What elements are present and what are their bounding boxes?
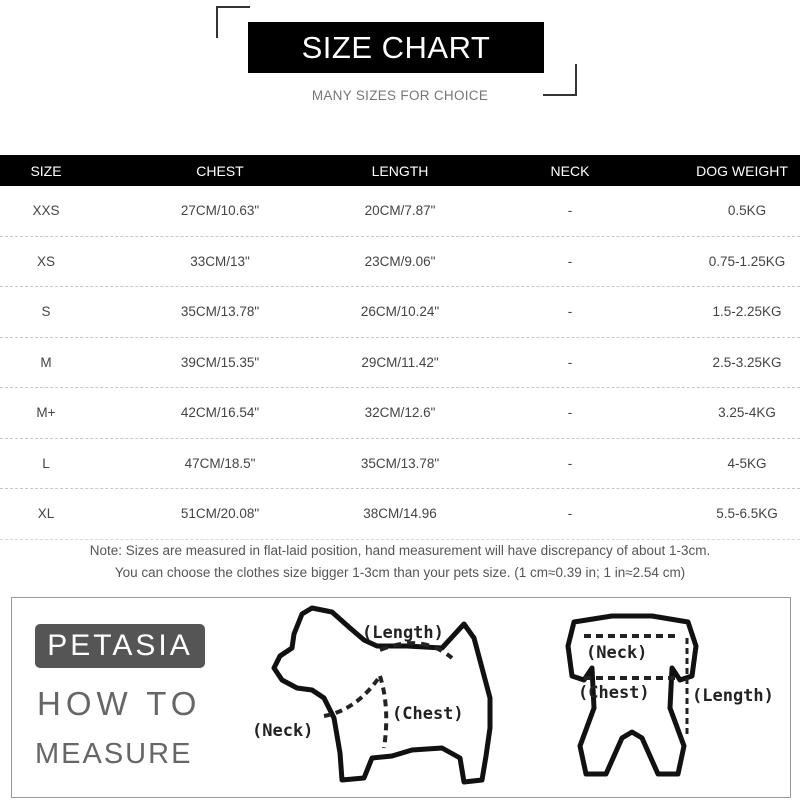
- cell-neck: -: [567, 203, 573, 219]
- garment-chest-label: (Chest): [578, 683, 650, 703]
- cell-dog-weight: 0.5KG: [727, 203, 767, 219]
- garment-neck-label: (Neck): [586, 643, 648, 663]
- cell-length: 26CM/10.24": [360, 304, 440, 320]
- cell-dog-weight: 3.25-4KG: [718, 405, 776, 421]
- page-subtitle: MANY SIZES FOR CHOICE: [311, 88, 489, 103]
- page-title: SIZE CHART: [248, 22, 544, 73]
- garment-length-label: (Length): [692, 686, 774, 706]
- measurement-diagram: [12, 598, 790, 797]
- cell-chest: 33CM/13": [190, 253, 250, 269]
- cell-neck: -: [567, 506, 573, 522]
- dog-length-label: (Length): [362, 623, 444, 643]
- dog-chest-label: (Chest): [392, 704, 464, 724]
- cell-chest: 39CM/15.35": [180, 354, 260, 370]
- table-row: [0, 338, 800, 389]
- dog-chest-line: [380, 676, 386, 748]
- cell-chest: 51CM/20.08": [180, 506, 260, 522]
- cell-neck: -: [567, 405, 573, 421]
- note-line-1: Note: Sizes are measured in flat-laid position, hand measurement will have discrepancy of about 1-3cm.: [89, 543, 711, 558]
- how-to-heading: HOW TO: [37, 685, 202, 722]
- cell-chest: 27CM/10.63": [180, 203, 260, 219]
- table-row: [0, 489, 800, 540]
- cell-neck: -: [567, 354, 573, 370]
- cell-chest: 35CM/13.78": [180, 304, 260, 320]
- table-row: [0, 287, 800, 338]
- cell-length: 29CM/11.42": [361, 354, 439, 370]
- cell-length: 38CM/14.96: [363, 506, 437, 522]
- how-to-measure-panel: [11, 597, 791, 798]
- column-header-length: LENGTH: [371, 162, 429, 179]
- column-header-neck: NECK: [550, 162, 590, 179]
- cell-size: L: [42, 455, 50, 471]
- cell-size: M: [40, 354, 52, 370]
- dog-neck-label: (Neck): [252, 721, 314, 741]
- measure-heading: MEASURE: [35, 738, 193, 770]
- column-header-dog-weight: DOG WEIGHT: [696, 162, 788, 179]
- cell-size: XL: [37, 506, 55, 522]
- cell-chest: 42CM/16.54": [180, 405, 260, 421]
- table-row: [0, 186, 800, 237]
- column-header-size: SIZE: [30, 162, 62, 179]
- cell-dog-weight: 5.5-6.5KG: [716, 506, 778, 522]
- cell-length: 20CM/7.87": [364, 203, 436, 219]
- cell-neck: -: [567, 253, 573, 269]
- size-table-body: [0, 186, 800, 540]
- cell-size: S: [41, 304, 51, 320]
- cell-dog-weight: 1.5-2.25KG: [712, 304, 782, 320]
- table-row: [0, 388, 800, 439]
- cell-length: 23CM/9.06": [364, 253, 436, 269]
- cell-chest: 47CM/18.5": [184, 455, 256, 471]
- cell-neck: -: [567, 455, 573, 471]
- measurement-note: [0, 540, 800, 584]
- cell-size: XXS: [32, 203, 60, 219]
- cell-dog-weight: 0.75-1.25KG: [708, 253, 786, 269]
- note-line-2: You can choose the clothes size bigger 1-3cm than your pets size. (1 cm≈0.39 in; 1 in≈2.54 cm): [114, 565, 686, 580]
- cell-length: 35CM/13.78": [360, 455, 440, 471]
- table-row: [0, 439, 800, 490]
- cell-dog-weight: 4-5KG: [727, 455, 767, 471]
- cell-neck: -: [567, 304, 573, 320]
- brand-badge: PETASIA: [35, 624, 205, 668]
- table-row: [0, 237, 800, 288]
- cell-dog-weight: 2.5-3.25KG: [712, 354, 782, 370]
- size-table-header: [0, 155, 800, 186]
- corner-bracket-top-left: [216, 6, 250, 38]
- cell-size: XS: [36, 253, 55, 269]
- column-header-chest: CHEST: [196, 162, 244, 179]
- cell-length: 32CM/12.6": [364, 405, 436, 421]
- cell-size: M+: [36, 405, 56, 421]
